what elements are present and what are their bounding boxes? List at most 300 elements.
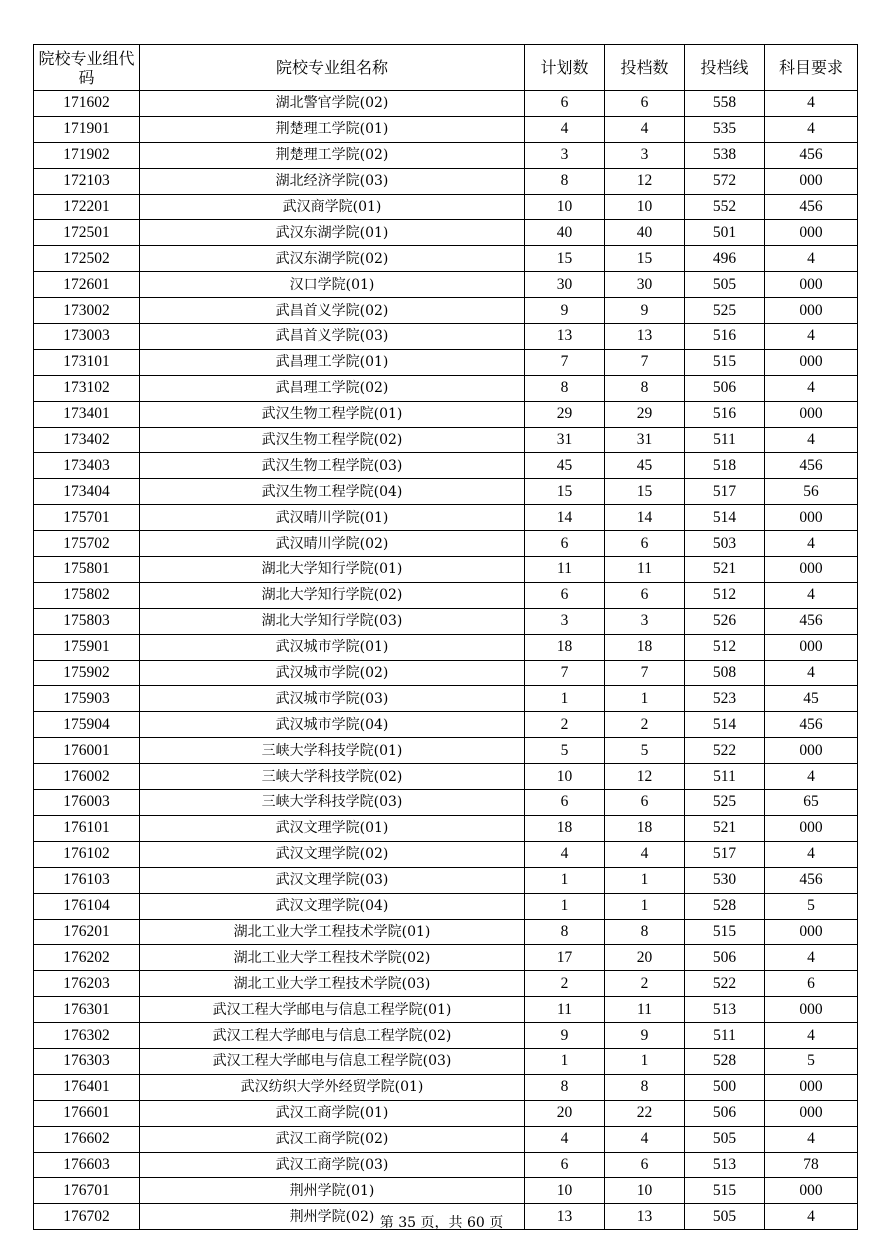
subject-requirement-cell: 000 bbox=[765, 349, 858, 375]
cutoff-score-cell: 525 bbox=[685, 790, 765, 816]
group-name-cell: 武汉工商学院(02) bbox=[140, 1126, 525, 1152]
subject-requirement-cell: 4 bbox=[765, 427, 858, 453]
plan-count-cell: 8 bbox=[525, 1074, 605, 1100]
admitted-count-cell: 8 bbox=[605, 375, 685, 401]
group-name-cell: 武汉城市学院(02) bbox=[140, 660, 525, 686]
subject-requirement-cell: 456 bbox=[765, 608, 858, 634]
plan-count-cell: 7 bbox=[525, 660, 605, 686]
group-code-cell: 173002 bbox=[34, 298, 140, 324]
table-row bbox=[34, 1100, 858, 1126]
group-name-cell: 三峡大学科技学院(02) bbox=[140, 764, 525, 790]
cutoff-score-cell: 523 bbox=[685, 686, 765, 712]
cutoff-score-cell: 508 bbox=[685, 660, 765, 686]
plan-count-cell: 14 bbox=[525, 505, 605, 531]
admitted-count-cell: 6 bbox=[605, 790, 685, 816]
cutoff-score-cell: 500 bbox=[685, 1074, 765, 1100]
cutoff-score-cell: 512 bbox=[685, 582, 765, 608]
plan-count-cell: 29 bbox=[525, 401, 605, 427]
cutoff-score-cell: 511 bbox=[685, 1023, 765, 1049]
table-row bbox=[34, 867, 858, 893]
table-row bbox=[34, 686, 858, 712]
cutoff-score-cell: 517 bbox=[685, 841, 765, 867]
admitted-count-cell: 11 bbox=[605, 557, 685, 583]
plan-count-cell: 8 bbox=[525, 375, 605, 401]
group-name-cell: 武昌首义学院(03) bbox=[140, 324, 525, 350]
subject-requirement-cell: 456 bbox=[765, 712, 858, 738]
plan-count-cell: 4 bbox=[525, 116, 605, 142]
plan-count-cell: 6 bbox=[525, 582, 605, 608]
subject-requirement-cell: 4 bbox=[765, 324, 858, 350]
subject-requirement-cell: 4 bbox=[765, 1126, 858, 1152]
subject-requirement-cell: 6 bbox=[765, 971, 858, 997]
group-name-cell: 武汉晴川学院(01) bbox=[140, 505, 525, 531]
plan-count-cell: 17 bbox=[525, 945, 605, 971]
subject-requirement-cell: 4 bbox=[765, 116, 858, 142]
subject-requirement-cell: 5 bbox=[765, 1048, 858, 1074]
plan-count-cell: 40 bbox=[525, 220, 605, 246]
cutoff-score-cell: 505 bbox=[685, 1204, 765, 1230]
group-name-cell: 武汉文理学院(02) bbox=[140, 841, 525, 867]
cutoff-score-cell: 505 bbox=[685, 1126, 765, 1152]
table-row bbox=[34, 531, 858, 557]
group-code-cell: 176203 bbox=[34, 971, 140, 997]
group-name-cell: 湖北工业大学工程技术学院(02) bbox=[140, 945, 525, 971]
group-name-cell: 武汉工程大学邮电与信息工程学院(03) bbox=[140, 1048, 525, 1074]
group-code-cell: 172502 bbox=[34, 246, 140, 272]
admitted-count-cell: 3 bbox=[605, 142, 685, 168]
group-name-cell: 荆州学院(01) bbox=[140, 1178, 525, 1204]
plan-count-cell: 4 bbox=[525, 1126, 605, 1152]
plan-count-cell: 30 bbox=[525, 272, 605, 298]
cutoff-score-cell: 521 bbox=[685, 815, 765, 841]
group-code-cell: 176104 bbox=[34, 893, 140, 919]
plan-count-cell: 1 bbox=[525, 1048, 605, 1074]
cutoff-score-cell: 572 bbox=[685, 168, 765, 194]
plan-count-cell: 5 bbox=[525, 738, 605, 764]
group-name-cell: 武汉生物工程学院(03) bbox=[140, 453, 525, 479]
group-name-cell: 武汉生物工程学院(04) bbox=[140, 479, 525, 505]
group-code-cell: 175801 bbox=[34, 557, 140, 583]
group-code-cell: 173102 bbox=[34, 375, 140, 401]
group-code-cell: 175702 bbox=[34, 531, 140, 557]
plan-count-cell: 11 bbox=[525, 557, 605, 583]
admitted-count-cell: 30 bbox=[605, 272, 685, 298]
admitted-count-cell: 8 bbox=[605, 1074, 685, 1100]
subject-requirement-cell: 000 bbox=[765, 997, 858, 1023]
plan-count-cell: 15 bbox=[525, 479, 605, 505]
header-plan-count: 计划数 bbox=[525, 45, 605, 91]
group-code-cell: 176101 bbox=[34, 815, 140, 841]
group-code-cell: 175902 bbox=[34, 660, 140, 686]
table-row bbox=[34, 582, 858, 608]
cutoff-score-cell: 496 bbox=[685, 246, 765, 272]
table-body bbox=[34, 91, 858, 1230]
group-code-cell: 175901 bbox=[34, 634, 140, 660]
admitted-count-cell: 4 bbox=[605, 1126, 685, 1152]
cutoff-score-cell: 514 bbox=[685, 505, 765, 531]
admitted-count-cell: 14 bbox=[605, 505, 685, 531]
plan-count-cell: 8 bbox=[525, 168, 605, 194]
cutoff-score-cell: 513 bbox=[685, 1152, 765, 1178]
group-name-cell: 三峡大学科技学院(03) bbox=[140, 790, 525, 816]
plan-count-cell: 6 bbox=[525, 91, 605, 117]
group-name-cell: 武汉城市学院(04) bbox=[140, 712, 525, 738]
group-name-cell: 武汉工程大学邮电与信息工程学院(01) bbox=[140, 997, 525, 1023]
admitted-count-cell: 15 bbox=[605, 479, 685, 505]
cutoff-score-cell: 501 bbox=[685, 220, 765, 246]
cutoff-score-cell: 552 bbox=[685, 194, 765, 220]
table-row bbox=[34, 997, 858, 1023]
group-code-cell: 172601 bbox=[34, 272, 140, 298]
table-row bbox=[34, 971, 858, 997]
table-row bbox=[34, 168, 858, 194]
table-row bbox=[34, 1074, 858, 1100]
group-name-cell: 武汉商学院(01) bbox=[140, 194, 525, 220]
admitted-count-cell: 4 bbox=[605, 116, 685, 142]
plan-count-cell: 4 bbox=[525, 841, 605, 867]
group-name-cell: 三峡大学科技学院(01) bbox=[140, 738, 525, 764]
subject-requirement-cell: 65 bbox=[765, 790, 858, 816]
cutoff-score-cell: 511 bbox=[685, 764, 765, 790]
group-name-cell: 武汉工商学院(01) bbox=[140, 1100, 525, 1126]
table-row bbox=[34, 479, 858, 505]
group-name-cell: 武汉城市学院(03) bbox=[140, 686, 525, 712]
admitted-count-cell: 45 bbox=[605, 453, 685, 479]
group-name-cell: 湖北警官学院(02) bbox=[140, 91, 525, 117]
admitted-count-cell: 5 bbox=[605, 738, 685, 764]
subject-requirement-cell: 000 bbox=[765, 272, 858, 298]
group-code-cell: 176701 bbox=[34, 1178, 140, 1204]
subject-requirement-cell: 4 bbox=[765, 1204, 858, 1230]
group-name-cell: 荆州学院(02) bbox=[140, 1204, 525, 1230]
header-subject-requirement: 科目要求 bbox=[765, 45, 858, 91]
cutoff-score-cell: 515 bbox=[685, 349, 765, 375]
group-code-cell: 176202 bbox=[34, 945, 140, 971]
group-code-cell: 176001 bbox=[34, 738, 140, 764]
plan-count-cell: 18 bbox=[525, 815, 605, 841]
group-code-cell: 175903 bbox=[34, 686, 140, 712]
group-name-cell: 湖北大学知行学院(02) bbox=[140, 582, 525, 608]
cutoff-score-cell: 505 bbox=[685, 272, 765, 298]
admitted-count-cell: 6 bbox=[605, 582, 685, 608]
table-row bbox=[34, 246, 858, 272]
subject-requirement-cell: 000 bbox=[765, 557, 858, 583]
subject-requirement-cell: 4 bbox=[765, 764, 858, 790]
group-code-cell: 176602 bbox=[34, 1126, 140, 1152]
table-row bbox=[34, 841, 858, 867]
table-row bbox=[34, 298, 858, 324]
plan-count-cell: 6 bbox=[525, 531, 605, 557]
cutoff-score-cell: 514 bbox=[685, 712, 765, 738]
cutoff-score-cell: 528 bbox=[685, 893, 765, 919]
cutoff-score-cell: 522 bbox=[685, 738, 765, 764]
header-cutoff-score: 投档线 bbox=[685, 45, 765, 91]
subject-requirement-cell: 4 bbox=[765, 841, 858, 867]
cutoff-score-cell: 535 bbox=[685, 116, 765, 142]
group-name-cell: 武昌理工学院(02) bbox=[140, 375, 525, 401]
cutoff-score-cell: 511 bbox=[685, 427, 765, 453]
group-name-cell: 武汉工商学院(03) bbox=[140, 1152, 525, 1178]
group-code-cell: 176102 bbox=[34, 841, 140, 867]
admitted-count-cell: 18 bbox=[605, 815, 685, 841]
table-row bbox=[34, 738, 858, 764]
plan-count-cell: 20 bbox=[525, 1100, 605, 1126]
subject-requirement-cell: 000 bbox=[765, 220, 858, 246]
subject-requirement-cell: 000 bbox=[765, 1074, 858, 1100]
subject-requirement-cell: 4 bbox=[765, 91, 858, 117]
group-name-cell: 武汉纺织大学外经贸学院(01) bbox=[140, 1074, 525, 1100]
cutoff-score-cell: 525 bbox=[685, 298, 765, 324]
group-code-cell: 176103 bbox=[34, 867, 140, 893]
admitted-count-cell: 20 bbox=[605, 945, 685, 971]
plan-count-cell: 2 bbox=[525, 712, 605, 738]
cutoff-score-cell: 530 bbox=[685, 867, 765, 893]
subject-requirement-cell: 456 bbox=[765, 867, 858, 893]
group-code-cell: 176303 bbox=[34, 1048, 140, 1074]
group-name-cell: 武汉生物工程学院(01) bbox=[140, 401, 525, 427]
table-row bbox=[34, 945, 858, 971]
admitted-count-cell: 3 bbox=[605, 608, 685, 634]
admitted-count-cell: 15 bbox=[605, 246, 685, 272]
group-name-cell: 湖北工业大学工程技术学院(03) bbox=[140, 971, 525, 997]
plan-count-cell: 15 bbox=[525, 246, 605, 272]
admitted-count-cell: 12 bbox=[605, 764, 685, 790]
group-code-cell: 171902 bbox=[34, 142, 140, 168]
admitted-count-cell: 10 bbox=[605, 1178, 685, 1204]
group-code-cell: 176201 bbox=[34, 919, 140, 945]
plan-count-cell: 13 bbox=[525, 1204, 605, 1230]
cutoff-score-cell: 528 bbox=[685, 1048, 765, 1074]
admitted-count-cell: 40 bbox=[605, 220, 685, 246]
group-name-cell: 武汉东湖学院(02) bbox=[140, 246, 525, 272]
plan-count-cell: 1 bbox=[525, 686, 605, 712]
subject-requirement-cell: 000 bbox=[765, 919, 858, 945]
group-name-cell: 武汉东湖学院(01) bbox=[140, 220, 525, 246]
table-row bbox=[34, 1178, 858, 1204]
subject-requirement-cell: 456 bbox=[765, 142, 858, 168]
subject-requirement-cell: 000 bbox=[765, 634, 858, 660]
group-code-cell: 173101 bbox=[34, 349, 140, 375]
subject-requirement-cell: 4 bbox=[765, 375, 858, 401]
plan-count-cell: 31 bbox=[525, 427, 605, 453]
plan-count-cell: 6 bbox=[525, 790, 605, 816]
table-row bbox=[34, 1152, 858, 1178]
admitted-count-cell: 8 bbox=[605, 919, 685, 945]
plan-count-cell: 3 bbox=[525, 608, 605, 634]
subject-requirement-cell: 4 bbox=[765, 660, 858, 686]
admitted-count-cell: 7 bbox=[605, 660, 685, 686]
group-name-cell: 武汉生物工程学院(02) bbox=[140, 427, 525, 453]
table-row bbox=[34, 1126, 858, 1152]
table-row bbox=[34, 116, 858, 142]
plan-count-cell: 10 bbox=[525, 764, 605, 790]
cutoff-score-cell: 518 bbox=[685, 453, 765, 479]
cutoff-score-cell: 503 bbox=[685, 531, 765, 557]
admitted-count-cell: 1 bbox=[605, 1048, 685, 1074]
table-row bbox=[34, 220, 858, 246]
subject-requirement-cell: 4 bbox=[765, 582, 858, 608]
table-row bbox=[34, 712, 858, 738]
table-row bbox=[34, 272, 858, 298]
plan-count-cell: 3 bbox=[525, 142, 605, 168]
subject-requirement-cell: 000 bbox=[765, 505, 858, 531]
cutoff-score-cell: 516 bbox=[685, 401, 765, 427]
plan-count-cell: 10 bbox=[525, 1178, 605, 1204]
table-row bbox=[34, 401, 858, 427]
group-code-cell: 176003 bbox=[34, 790, 140, 816]
table-row bbox=[34, 790, 858, 816]
admitted-count-cell: 1 bbox=[605, 686, 685, 712]
admitted-count-cell: 13 bbox=[605, 1204, 685, 1230]
table-row bbox=[34, 764, 858, 790]
group-name-cell: 湖北工业大学工程技术学院(01) bbox=[140, 919, 525, 945]
group-name-cell: 武汉文理学院(01) bbox=[140, 815, 525, 841]
subject-requirement-cell: 4 bbox=[765, 945, 858, 971]
group-code-cell: 173402 bbox=[34, 427, 140, 453]
admitted-count-cell: 6 bbox=[605, 1152, 685, 1178]
subject-requirement-cell: 000 bbox=[765, 738, 858, 764]
plan-count-cell: 10 bbox=[525, 194, 605, 220]
group-code-cell: 175701 bbox=[34, 505, 140, 531]
table-row bbox=[34, 91, 858, 117]
subject-requirement-cell: 4 bbox=[765, 246, 858, 272]
subject-requirement-cell: 4 bbox=[765, 1023, 858, 1049]
group-code-cell: 173401 bbox=[34, 401, 140, 427]
table-row bbox=[34, 427, 858, 453]
group-name-cell: 武汉文理学院(03) bbox=[140, 867, 525, 893]
plan-count-cell: 7 bbox=[525, 349, 605, 375]
cutoff-score-cell: 558 bbox=[685, 91, 765, 117]
admitted-count-cell: 2 bbox=[605, 971, 685, 997]
plan-count-cell: 9 bbox=[525, 1023, 605, 1049]
subject-requirement-cell: 5 bbox=[765, 893, 858, 919]
cutoff-score-cell: 512 bbox=[685, 634, 765, 660]
cutoff-score-cell: 515 bbox=[685, 919, 765, 945]
header-admitted-count: 投档数 bbox=[605, 45, 685, 91]
table-row bbox=[34, 375, 858, 401]
table-row bbox=[34, 660, 858, 686]
group-code-cell: 176301 bbox=[34, 997, 140, 1023]
subject-requirement-cell: 000 bbox=[765, 1178, 858, 1204]
cutoff-score-cell: 513 bbox=[685, 997, 765, 1023]
subject-requirement-cell: 000 bbox=[765, 298, 858, 324]
group-name-cell: 湖北大学知行学院(03) bbox=[140, 608, 525, 634]
cutoff-score-cell: 522 bbox=[685, 971, 765, 997]
cutoff-score-cell: 506 bbox=[685, 1100, 765, 1126]
group-code-cell: 176401 bbox=[34, 1074, 140, 1100]
table-row bbox=[34, 142, 858, 168]
admitted-count-cell: 1 bbox=[605, 867, 685, 893]
table-row bbox=[34, 608, 858, 634]
admitted-count-cell: 4 bbox=[605, 841, 685, 867]
table-row bbox=[34, 505, 858, 531]
cutoff-score-cell: 506 bbox=[685, 945, 765, 971]
admitted-count-cell: 2 bbox=[605, 712, 685, 738]
cutoff-score-cell: 515 bbox=[685, 1178, 765, 1204]
subject-requirement-cell: 56 bbox=[765, 479, 858, 505]
group-code-cell: 173003 bbox=[34, 324, 140, 350]
subject-requirement-cell: 000 bbox=[765, 815, 858, 841]
admitted-count-cell: 29 bbox=[605, 401, 685, 427]
admitted-count-cell: 18 bbox=[605, 634, 685, 660]
plan-count-cell: 1 bbox=[525, 867, 605, 893]
group-code-cell: 173404 bbox=[34, 479, 140, 505]
admitted-count-cell: 22 bbox=[605, 1100, 685, 1126]
group-code-cell: 175802 bbox=[34, 582, 140, 608]
subject-requirement-cell: 456 bbox=[765, 194, 858, 220]
admitted-count-cell: 11 bbox=[605, 997, 685, 1023]
admitted-count-cell: 13 bbox=[605, 324, 685, 350]
table-row bbox=[34, 453, 858, 479]
group-code-cell: 172201 bbox=[34, 194, 140, 220]
group-name-cell: 武汉工程大学邮电与信息工程学院(02) bbox=[140, 1023, 525, 1049]
group-code-cell: 175803 bbox=[34, 608, 140, 634]
plan-count-cell: 2 bbox=[525, 971, 605, 997]
plan-count-cell: 45 bbox=[525, 453, 605, 479]
plan-count-cell: 18 bbox=[525, 634, 605, 660]
subject-requirement-cell: 78 bbox=[765, 1152, 858, 1178]
group-name-cell: 湖北经济学院(03) bbox=[140, 168, 525, 194]
group-name-cell: 汉口学院(01) bbox=[140, 272, 525, 298]
page-number: 第 35 页，共 60 页 bbox=[379, 1215, 504, 1231]
cutoff-score-cell: 538 bbox=[685, 142, 765, 168]
subject-requirement-cell: 456 bbox=[765, 453, 858, 479]
plan-count-cell: 1 bbox=[525, 893, 605, 919]
group-name-cell: 武汉城市学院(01) bbox=[140, 634, 525, 660]
table-row bbox=[34, 893, 858, 919]
cutoff-score-cell: 521 bbox=[685, 557, 765, 583]
subject-requirement-cell: 4 bbox=[765, 531, 858, 557]
cutoff-score-cell: 516 bbox=[685, 324, 765, 350]
group-name-cell: 武昌首义学院(02) bbox=[140, 298, 525, 324]
admitted-count-cell: 6 bbox=[605, 531, 685, 557]
table-row bbox=[34, 557, 858, 583]
table-row bbox=[34, 194, 858, 220]
group-name-cell: 荆楚理工学院(01) bbox=[140, 116, 525, 142]
group-code-cell: 172501 bbox=[34, 220, 140, 246]
table-row bbox=[34, 919, 858, 945]
table-row bbox=[34, 815, 858, 841]
admitted-count-cell: 1 bbox=[605, 893, 685, 919]
group-code-cell: 176302 bbox=[34, 1023, 140, 1049]
table-row bbox=[34, 1023, 858, 1049]
group-code-cell: 172103 bbox=[34, 168, 140, 194]
cutoff-score-cell: 506 bbox=[685, 375, 765, 401]
header-group-name: 院校专业组名称 bbox=[140, 45, 525, 91]
admission-table bbox=[33, 44, 858, 1230]
group-code-cell: 176603 bbox=[34, 1152, 140, 1178]
table-header-row bbox=[34, 45, 858, 91]
group-code-cell: 176601 bbox=[34, 1100, 140, 1126]
group-name-cell: 武汉文理学院(04) bbox=[140, 893, 525, 919]
plan-count-cell: 11 bbox=[525, 997, 605, 1023]
plan-count-cell: 8 bbox=[525, 919, 605, 945]
group-code-cell: 171602 bbox=[34, 91, 140, 117]
group-name-cell: 武汉晴川学院(02) bbox=[140, 531, 525, 557]
group-code-cell: 176002 bbox=[34, 764, 140, 790]
header-group-code: 院校专业组代码 bbox=[34, 45, 140, 91]
admitted-count-cell: 9 bbox=[605, 1023, 685, 1049]
cutoff-score-cell: 517 bbox=[685, 479, 765, 505]
group-name-cell: 荆楚理工学院(02) bbox=[140, 142, 525, 168]
admitted-count-cell: 7 bbox=[605, 349, 685, 375]
subject-requirement-cell: 000 bbox=[765, 401, 858, 427]
subject-requirement-cell: 000 bbox=[765, 1100, 858, 1126]
table-row bbox=[34, 634, 858, 660]
plan-count-cell: 9 bbox=[525, 298, 605, 324]
admitted-count-cell: 31 bbox=[605, 427, 685, 453]
table-row bbox=[34, 324, 858, 350]
